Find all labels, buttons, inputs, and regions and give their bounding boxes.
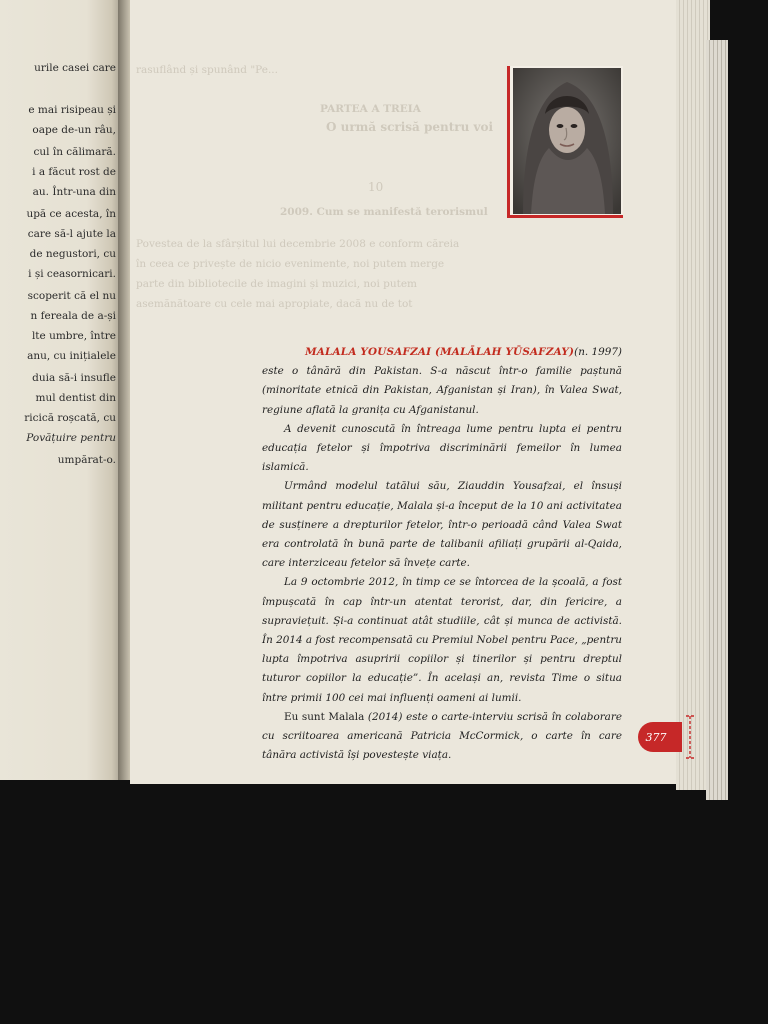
article-heading: MALALA YOUSAFZAI (MALĀLAH YŪSAFZAY) xyxy=(305,346,575,358)
left-page-line: lte umbre, între xyxy=(31,330,116,342)
paragraph xyxy=(262,708,622,766)
left-page xyxy=(0,0,124,780)
left-page-line: de negustori, cu xyxy=(29,248,116,260)
left-page-line: upă ce acesta, în xyxy=(26,208,116,220)
left-page-line: cul în călimară. xyxy=(33,146,116,158)
book-title: Eu sunt Malala xyxy=(284,710,365,723)
page-number: 377 xyxy=(638,722,682,752)
portrait-photo-frame xyxy=(507,66,623,218)
left-page-line: i și ceasornicari. xyxy=(28,268,116,280)
paragraph: A devenit cunoscută în întreaga lume pentru lupta ei pentru educația fetelor și împotriva discriminării femeilor în lumea islamică. xyxy=(262,422,622,474)
photo-accent-bar xyxy=(507,215,623,218)
bleed-through-text: Povestea de la sfârșitul lui decembrie 2008 e conform căreia xyxy=(136,238,460,250)
bleed-through-text: PARTEA A TREIA xyxy=(320,103,421,115)
left-page-line: e mai risipeau și xyxy=(28,104,116,116)
left-page-line: urile casei care xyxy=(34,62,116,74)
left-page-line: oape de-un râu, xyxy=(32,124,116,136)
page-edges xyxy=(676,0,710,790)
paragraph: La 9 octombrie 2012, în timp ce se întorcea de la școală, a fost împușcată în cap într-un atentat terorist, dar, din fericire, a supraviețuit. Și-a continuat atât studiile, cât și munca de activistă. În 2014 a fost recompensată cu Premiul Nobel pentru Pace, „pentru lupta împotriva asupririi copiilor și tinerilor și pentru dreptul tuturor copiilor la educație”. În același an, revista Time o situa între primii 100 cei mai influenți oameni ai lumii. xyxy=(262,576,622,704)
article-body xyxy=(262,343,622,765)
left-page-line: mul dentist din xyxy=(35,392,116,404)
left-page-line: i a făcut rost de xyxy=(32,166,116,178)
birth-year: (n. 1997) xyxy=(574,346,622,358)
bracket-ornament xyxy=(684,714,698,760)
bleed-through-text: rasuflând și spunând "Pe... xyxy=(136,64,278,76)
left-page-line: umpărat-o. xyxy=(57,454,116,466)
left-page-line: au. Într-una din xyxy=(32,186,116,198)
left-page-line: anu, cu inițialele xyxy=(27,350,116,362)
bleed-through-text: asemănătoare cu cele mai apropiate, dacă nu de tot xyxy=(136,298,413,310)
left-page-line: n fereala de a-și xyxy=(30,310,116,322)
portrait-photo xyxy=(513,68,621,214)
left-page-line: Povățuire pentru xyxy=(26,432,116,444)
left-page-line: duia să-i insufle xyxy=(32,372,116,384)
bleed-through-text: parte din bibliotecile de imagini și muzici, noi putem xyxy=(136,278,418,290)
left-page-line: care să-l ajute la xyxy=(27,228,116,240)
paragraph: Urmând modelul tatălui său, Ziauddin Yousafzai, el însuși militant pentru educație, Malala și-a început de la 10 ani activitatea de susținere a drepturilor fetelor, într-o perioadă când Valea Swat era controlată în bună parte de talibanii afiliați grupării al-Qaida, care interziceau fetelor să învețe carte. xyxy=(262,480,622,570)
bleed-through-text: 2009. Cum se manifestă terorismul xyxy=(280,206,488,218)
photo-accent-bar xyxy=(507,66,510,218)
bleed-through-text: în ceea ce privește de nicio evenimente, noi putem merge xyxy=(136,258,445,270)
left-page-line: ricică roșcată, cu xyxy=(24,412,116,424)
paragraph-text: (2014) este o carte-interviu scrisă în colaborare cu scriitoarea americană Patricia McCormick, o carte în care tânăra activistă își povestește viața. xyxy=(262,710,622,762)
left-page-line: scoperit că el nu xyxy=(27,290,116,302)
bleed-through-text: 10 xyxy=(368,180,384,194)
bleed-through-text: O urmă scrisă pentru voi xyxy=(326,120,494,134)
article-heading-line xyxy=(262,343,622,362)
paragraph-intro: este o tânără din Pakistan. S-a născut într-o familie paștună (minoritate etnică din Pakistan, Afganistan și Iran), în Valea Swat, regiune aflată la granița cu Afganistanul. xyxy=(262,365,622,416)
page-edges xyxy=(706,40,728,800)
